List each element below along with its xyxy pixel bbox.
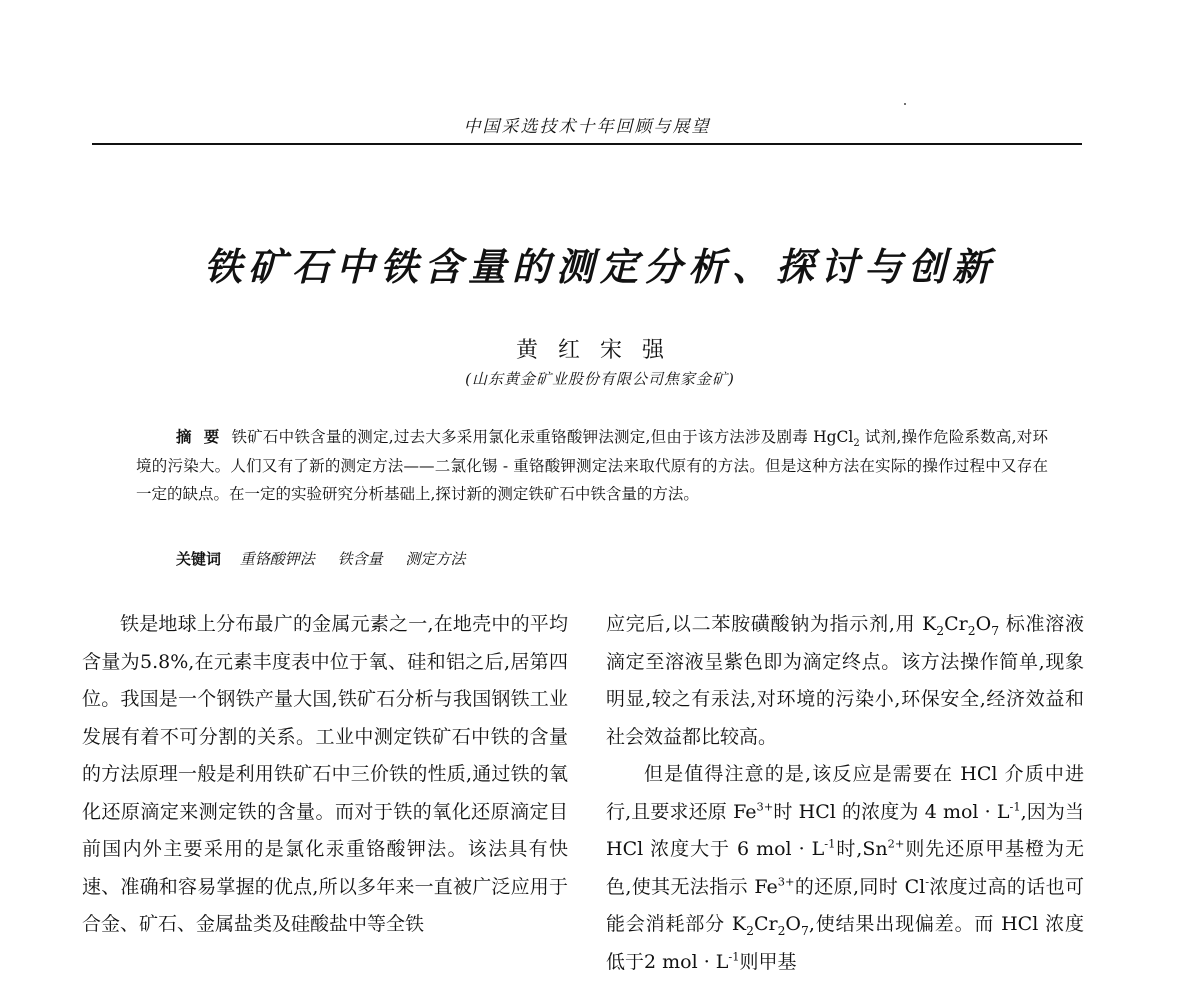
article-affiliation: (山东黄金矿业股份有限公司焦家金矿) (465, 370, 735, 388)
abstract (136, 423, 1048, 509)
abstract-text-2: 试剂,操作危险系数高,对环境的污染大。人们又有了新的测定方法——二氯化锡 - 重铬酸钾测定法来取代原有的方法。但是这种方法在实际的操作过程中又存在一定的缺点。在一定的实验研究分析基础上,探讨新的测定铁矿石中铁含量的方法。 (136, 428, 1048, 503)
header-rule (92, 143, 1082, 145)
scan-speck (904, 103, 906, 105)
body-column-left (82, 606, 568, 944)
running-header: 中国采选技术十年回顾与展望 (463, 117, 711, 137)
keyword: 重铬酸钾法 (239, 550, 315, 568)
keyword: 铁含量 (337, 550, 383, 568)
article-authors: 黄红宋强 (515, 338, 684, 363)
body-paragraph: 但是值得注意的是,该反应是需要在 HCl 介质中进行,且要求还原 $Fe^{3+}$时 HCl 的浓度为 4 mol · $L^{-1}$,因为当 HCl 浓度大于 6 mol · $L^{-1}$时$,Sn^{2+}$则先还原甲基橙为无色,使其无法指示 $Fe^{3+}$的还原,同时 Cl-浓度过高的话也可能会消耗部分 $K_2Cr_2O_7$,使结果出现偏差。而 HCl 浓度低于2 mol · $L^{-1}$则甲基 (606, 763, 1084, 973)
body-paragraph: 铁是地球上分布最广的金属元素之一,在地壳中的平均含量为5.8%,在元素丰度表中位于氧、硅和铝之后,居第四位。我国是一个钢铁产量大国,铁矿石分析与我国钢铁工业发展有着不可分割的关系。工业中测定铁矿石中铁的含量的方法原理一般是利用铁矿石中三价铁的性质,通过铁的氧化还原滴定来测定铁的含量。而对于铁的氧化还原滴定目前国内外主要采用的是氯化汞重铬酸钾法。该法具有快速、准确和容易掌握的优点,所以多年来一直被广泛应用于合金、矿石、金属盐类及硅酸盐中等全铁 (82, 613, 568, 935)
article-title: 铁矿石中铁含量的测定分析、探讨与创新 (203, 244, 996, 289)
abstract-text-1: 铁矿石中铁含量的测定,过去大多采用氯化汞重铬酸钾法测定,但由于该方法涉及剧毒 HgCl (231, 428, 854, 446)
abstract-text-sub: 2 (853, 438, 860, 450)
keyword: 测定方法 (405, 550, 466, 568)
body-paragraph: 应完后,以二苯胺磺酸钠为指示剂,用 $K_2Cr_2O_7$ 标准溶液滴定至溶液呈紫色即为滴定终点。该方法操作简单,现象明显,较之有汞法,对环境的污染小,环保安全,经济效益和社会效益都比较高。 (606, 613, 1084, 748)
keywords-label: 关键词 (176, 550, 222, 568)
abstract-label: 摘要 (176, 427, 232, 446)
keywords (176, 547, 1046, 571)
body-column-right (606, 606, 1084, 981)
